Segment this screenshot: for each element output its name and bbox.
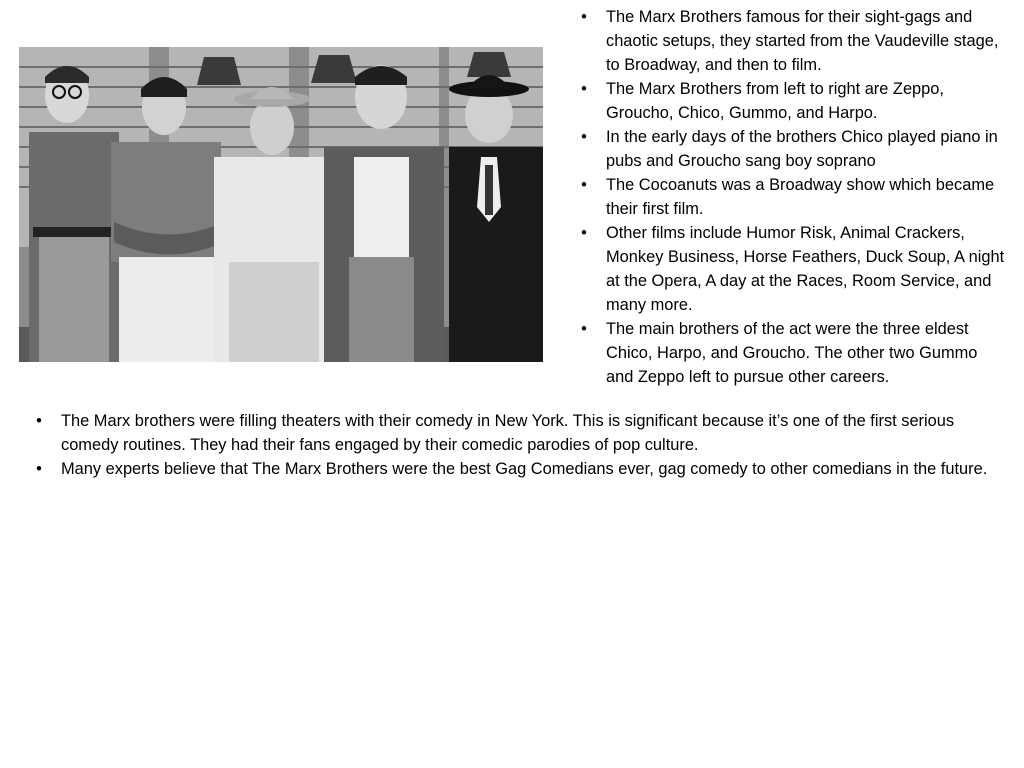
bullet-text: Many experts believe that The Marx Brothers were the best Gag Comedians ever, gag comedy to other comedians in the future. (61, 460, 988, 478)
list-item (581, 77, 1006, 125)
bullet-text: Other films include Humor Risk, Animal Crackers, Monkey Business, Horse Feathers, Duck Soup, A night at the Opera, A day at the Races, Room Service, and many more. (606, 224, 1005, 314)
bullet-icon: • (581, 128, 587, 146)
list-item (581, 317, 1006, 389)
list-item (581, 125, 1006, 173)
bullet-icon: • (581, 80, 587, 98)
bullet-text: The Marx Brothers from left to right are Zeppo, Groucho, Chico, Gummo, and Harpo. (606, 80, 944, 122)
bullet-text: The Marx brothers were filling theaters with their comedy in New York. This is significant because it’s one of the first serious comedy routines. They had their fans engaged by their comedic parodies of pop culture. (61, 412, 955, 454)
bullet-icon: • (581, 320, 587, 338)
bullet-text: In the early days of the brothers Chico played piano in pubs and Groucho sang boy soprano (606, 128, 998, 170)
bullet-text: The Cocoanuts was a Broadway show which became their first film. (606, 176, 995, 218)
bottom-bullet-list (36, 409, 1006, 481)
bullet-icon: • (36, 460, 42, 478)
bullet-icon: • (581, 224, 587, 242)
bullet-icon: • (581, 8, 587, 26)
bullet-icon: • (36, 412, 42, 430)
list-item (36, 409, 1006, 457)
bullet-text: The Marx Brothers famous for their sight-gags and chaotic setups, they started from the Vaudeville stage, to Broadway, and then to film. (606, 8, 999, 74)
group-photo (19, 47, 543, 362)
right-bullet-list (581, 5, 1006, 389)
list-item (36, 457, 1006, 481)
bullet-icon: • (581, 176, 587, 194)
list-item (581, 5, 1006, 77)
bullet-text: The main brothers of the act were the three eldest Chico, Harpo, and Groucho. The other two Gummo and Zeppo left to pursue other careers. (606, 320, 978, 386)
list-item (581, 173, 1006, 221)
list-item (581, 221, 1006, 317)
